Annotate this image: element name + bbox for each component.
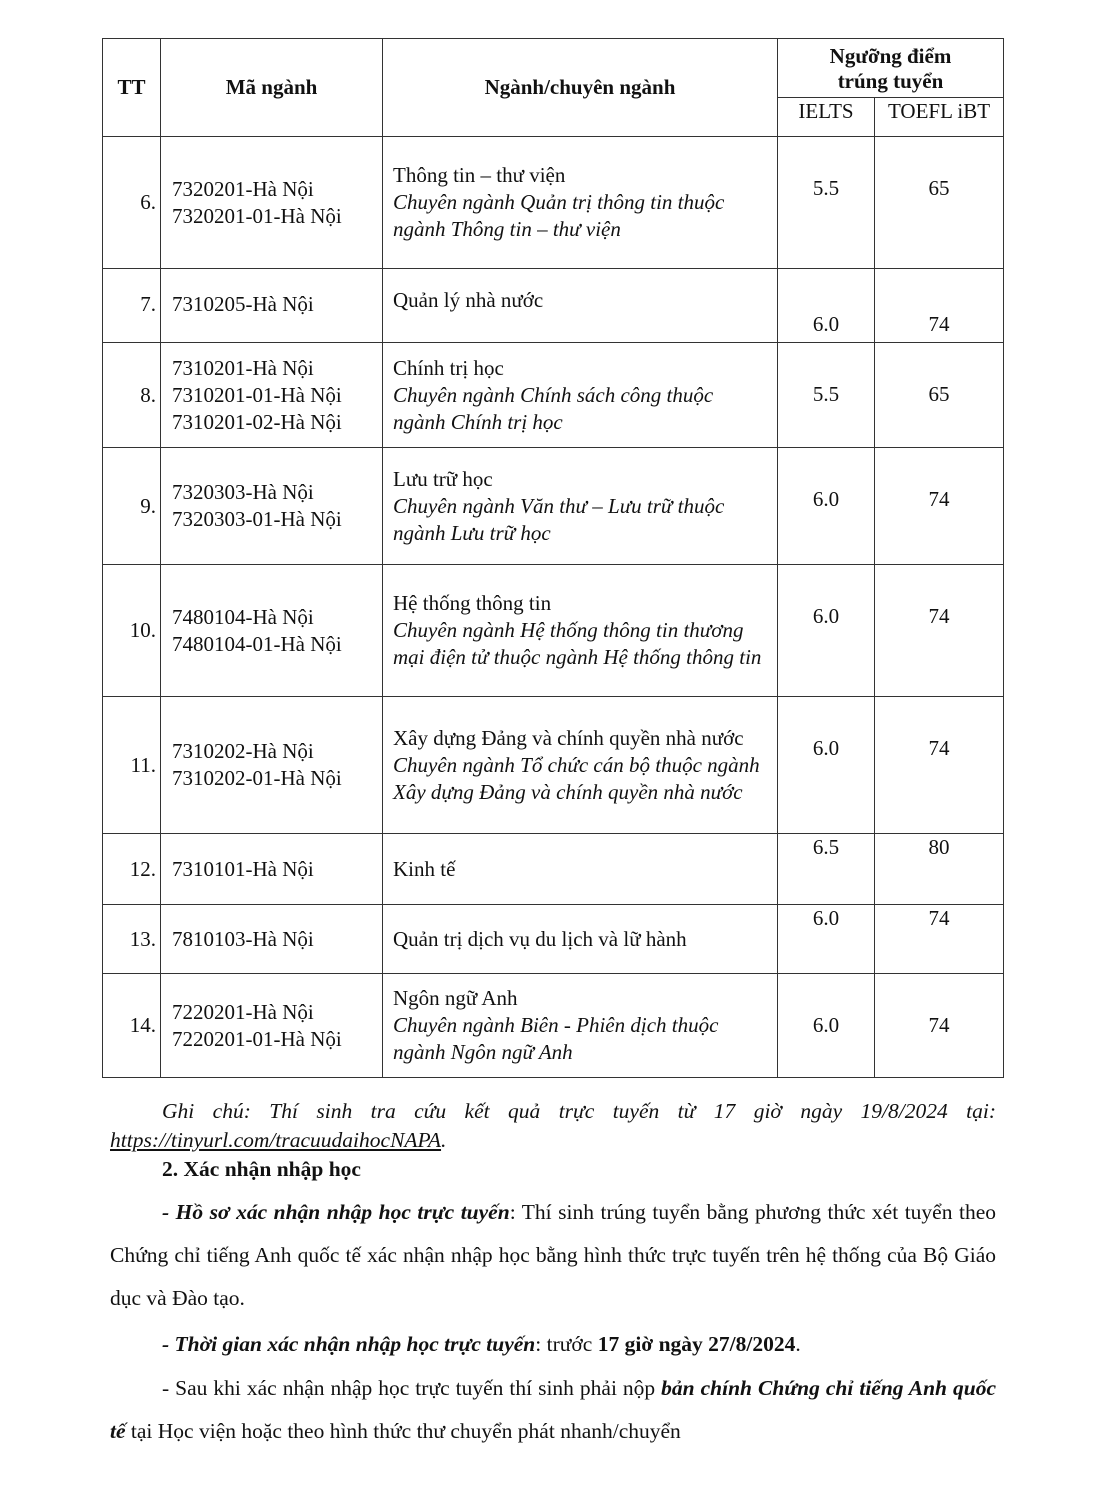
row-tt: 9. (103, 448, 161, 565)
p2-lead: - Thời gian xác nhận nhập học trực tuyến (162, 1332, 536, 1356)
row-ma-nganh (161, 974, 383, 1078)
row-toefl: 80 (875, 834, 1004, 905)
row-nganh (383, 974, 778, 1078)
chuyen-nganh: Chuyên ngành Biên - Phiên dịch thuộc ngành Ngôn ngữ Anh (393, 1013, 719, 1064)
row-ielts: 6.0 (778, 269, 875, 343)
table-row (103, 905, 1004, 974)
row-ma-nganh (161, 269, 383, 343)
p1-lead: - Hồ sơ xác nhận nhập học trực tuyến (162, 1200, 510, 1224)
table-row (103, 565, 1004, 697)
row-tt: 8. (103, 343, 161, 448)
row-toefl: 74 (875, 697, 1004, 834)
table-row (103, 834, 1004, 905)
row-ielts: 5.5 (778, 137, 875, 269)
row-toefl: 65 (875, 137, 1004, 269)
p1-text: : Thí sinh trúng tuyển bằng phương thức xét tuyển theo Chứng chỉ tiếng Anh quốc tế xác nhận nhập học bằng hình thức trực tuyến trên hệ thống của Bộ Giáo dục và Đào tạo. (110, 1200, 996, 1310)
table-row (103, 448, 1004, 565)
row-ma-nganh (161, 697, 383, 834)
chuyen-nganh: Chuyên ngành Văn thư – Lưu trữ thuộc ngành Lưu trữ học (393, 493, 725, 545)
row-tt: 10. (103, 565, 161, 697)
row-ma-nganh (161, 137, 383, 269)
table-row (103, 974, 1004, 1078)
lookup-link[interactable]: https://tinyurl.com/tracuudaihocNAPA (110, 1128, 442, 1152)
ma-code: 7810103-Hà Nội (172, 926, 314, 951)
nganh-name: Xây dựng Đảng và chính quyền nhà nước (393, 725, 744, 750)
ma-code: 7310202-01-Hà Nội (172, 766, 342, 790)
chuyen-nganh: Chuyên ngành Chính sách công thuộc ngành Chính trị học (393, 382, 714, 434)
row-ielts: 6.0 (778, 974, 875, 1078)
table-row (103, 343, 1004, 448)
nganh-name: Quản trị dịch vụ du lịch và lữ hành (393, 926, 687, 951)
ma-code: 7310202-Hà Nội (172, 739, 314, 763)
note-paragraph (110, 1097, 996, 1155)
row-toefl: 65 (875, 343, 1004, 448)
header-ma-nganh: Mã ngành (161, 39, 383, 137)
row-nganh (383, 905, 778, 974)
row-ielts: 6.0 (778, 448, 875, 565)
row-ma-nganh (161, 448, 383, 565)
row-tt: 12. (103, 834, 161, 905)
ma-code: 7320201-Hà Nội (172, 176, 314, 201)
ma-code: 7320201-01-Hà Nội (172, 203, 342, 228)
row-nganh (383, 697, 778, 834)
ma-code: 7220201-Hà Nội (172, 999, 314, 1024)
row-ma-nganh (161, 343, 383, 448)
chuyen-nganh: Chuyên ngành Quản trị thông tin thuộc ngành Thông tin – thư viện (393, 190, 725, 241)
header-tt: TT (103, 39, 161, 137)
paragraph-sau-khi (110, 1367, 996, 1453)
header-nguong-diem: Ngưỡng điểm trúng tuyển (778, 39, 1004, 98)
row-nganh (383, 448, 778, 565)
row-tt: 14. (103, 974, 161, 1078)
nganh-name: Chính trị học (393, 355, 504, 380)
ma-code: 7310205-Hà Nội (172, 292, 314, 316)
p3-start: - Sau khi xác nhận nhập học trực tuyến thí sinh phải nộp (162, 1376, 662, 1400)
ma-code: 7480104-01-Hà Nội (172, 631, 342, 656)
ma-code: 7220201-01-Hà Nội (172, 1026, 342, 1051)
header-ielts: IELTS (778, 98, 875, 137)
p2-end: . (795, 1332, 801, 1356)
nganh-name: Ngôn ngữ Anh (393, 986, 518, 1010)
nganh-name: Quản lý nhà nước (393, 288, 544, 312)
chuyen-nganh: Chuyên ngành Hệ thống thông tin thương mại điện tử thuộc ngành Hệ thống thông tin (393, 618, 762, 669)
row-tt: 7. (103, 269, 161, 343)
ma-code: 7310101-Hà Nội (172, 856, 314, 881)
row-toefl: 74 (875, 974, 1004, 1078)
paragraph-ho-so (110, 1191, 996, 1320)
row-ielts: 6.5 (778, 834, 875, 905)
note-text: Ghi chú: Thí sinh tra cứu kết quả trực tuyến từ 17 giờ ngày 19/8/2024 tại: (162, 1099, 996, 1123)
nganh-name: Lưu trữ học (393, 466, 493, 491)
row-tt: 11. (103, 697, 161, 834)
row-tt: 13. (103, 905, 161, 974)
row-ielts: 6.0 (778, 905, 875, 974)
row-toefl: 74 (875, 905, 1004, 974)
ma-code: 7320303-01-Hà Nội (172, 507, 342, 531)
row-toefl: 74 (875, 269, 1004, 343)
table-row (103, 269, 1004, 343)
row-ielts: 5.5 (778, 343, 875, 448)
p2-deadline: 17 giờ ngày 27/8/2024 (597, 1332, 796, 1356)
row-nganh (383, 343, 778, 448)
ma-code: 7310201-01-Hà Nội (172, 382, 342, 407)
ma-code: 7310201-02-Hà Nội (172, 409, 342, 434)
row-ma-nganh (161, 565, 383, 697)
ma-code: 7480104-Hà Nội (172, 604, 314, 629)
row-toefl: 74 (875, 565, 1004, 697)
p2-mid: : trước (535, 1332, 598, 1356)
paragraph-thoi-gian (110, 1323, 996, 1366)
nganh-name: Hệ thống thông tin (393, 591, 552, 615)
row-ma-nganh (161, 905, 383, 974)
header-nganh: Ngành/chuyên ngành (383, 39, 778, 137)
table-row (103, 137, 1004, 269)
row-nganh (383, 565, 778, 697)
row-ielts: 6.0 (778, 565, 875, 697)
chuyen-nganh: Chuyên ngành Tổ chức cán bộ thuộc ngành Xây dựng Đảng và chính quyền nhà nước (393, 752, 760, 804)
nganh-name: Kinh tế (393, 856, 456, 881)
row-ma-nganh (161, 834, 383, 905)
row-tt: 6. (103, 137, 161, 269)
row-nganh (383, 834, 778, 905)
row-ielts: 6.0 (778, 697, 875, 834)
header-toefl: TOEFL iBT (875, 98, 1004, 137)
row-nganh (383, 137, 778, 269)
p3-end: tại Học viện hoặc theo hình thức thư chuyển phát nhanh/chuyển (125, 1419, 681, 1443)
section-heading: 2. Xác nhận nhập học (162, 1157, 361, 1181)
table-row (103, 697, 1004, 834)
ma-code: 7320303-Hà Nội (172, 480, 314, 504)
nganh-name: Thông tin – thư viện (393, 163, 566, 187)
note-end: . (441, 1128, 447, 1152)
admission-score-table (102, 38, 1004, 1078)
p3-bold: bản chính Chứng chỉ tiếng Anh quốc tế (110, 1376, 996, 1443)
row-toefl: 74 (875, 448, 1004, 565)
ma-code: 7310201-Hà Nội (172, 355, 314, 380)
row-nganh (383, 269, 778, 343)
